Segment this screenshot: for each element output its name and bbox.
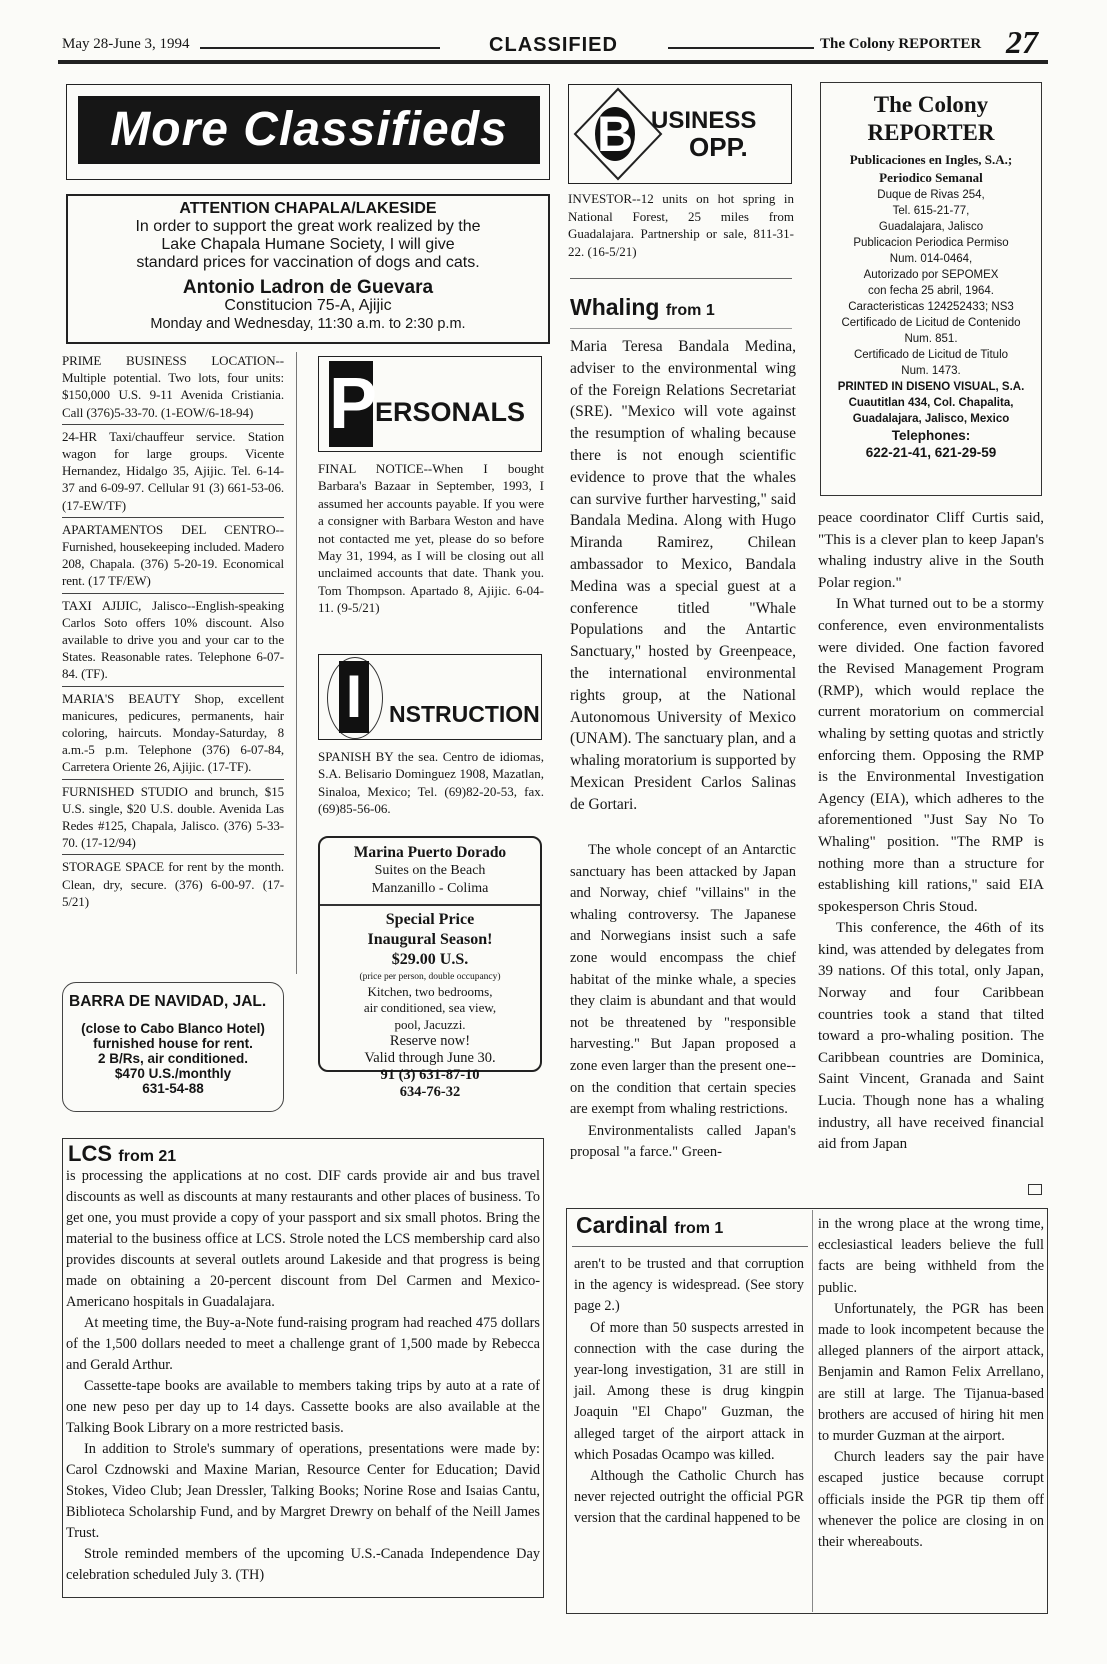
masthead-line: Num. 1473. (901, 365, 961, 377)
cardinal-jump: from 1 (674, 1220, 724, 1237)
whaling-heading (570, 294, 715, 321)
lcs-paragraph: In addition to Strole's summary of operations, presentations were made by: Carol Czdnowski and Maxine Marian, Resource Center for Education; David Stokes, Video Club; Jean Dressler, Talking Books; Norine Rose and Isaias Cantu, Biblioteca Scholarship Fund, and by Margret Drewry on behalf of the Neill James Trust. (66, 1441, 540, 1541)
whaling-col1b (570, 840, 796, 1164)
attention-ad-title: ATTENTION CHAPALA/LAKESIDE (179, 200, 437, 217)
cardinal-paragraph: Unfortunately, the PGR has been made to look incompetent because the alleged planners of the airport attack, Benjamin and Ramon Felix Arrellano, are still at large. The Tijanua-based brothers are accused of hiring hit men to murder Guzman at the airport. (818, 1300, 1044, 1445)
cardinal-paragraph: aren't to be trusted and that corruption in the agency is widespread. (See story page 2.) (574, 1256, 804, 1315)
marina-ad-special: Inaugural Season! (367, 930, 493, 948)
classified-item: 24-HR Taxi/chauffeur service. Station wagon for large groups. Vicente Hernandez, Hidalgo 35, Ajijic. Tel. 6-14-37 and 6-09-97. Cellular 91 (3) 661-53-06. (17-EW/TF) (62, 428, 284, 513)
business-word: USINESS (651, 107, 757, 134)
barra-ad-line: (close to Cabo Blanco Hotel) (81, 1021, 265, 1036)
column-rule (296, 352, 297, 974)
cardinal-paragraph: Of more than 50 suspects arrested in connection with the case during the year-long investigation, 31 are still in jail. Among these is drug kingpin Joaquin "El Chapo" Guzman, the alleged target of the airport attack in which Posadas Ocampo was killed. (574, 1319, 804, 1463)
whaling-col2 (818, 508, 1044, 1156)
instruction-text: SPANISH BY the sea. Centro de idiomas, S.A. Belisario Dominguez 1908, Mazatlan, Sinaloa, Mexico; Tel. (69)82-20-53, fax.(69)85-56-06. (318, 749, 544, 817)
personals-word: ERSONALS (375, 397, 526, 427)
cardinal-rule (572, 1246, 808, 1247)
marina-ad-line: Suites on the Beach (374, 863, 486, 878)
whaling-jump: from 1 (665, 302, 715, 319)
instruction-word: NSTRUCTION (389, 701, 540, 727)
marina-ad-phone: 634-76-32 (399, 1084, 461, 1100)
classified-item: PRIME BUSINESS LOCATION-- Multiple potential. Two lots, four units: $150,000 U.S. 9-11 Avenida Cristiania. Call (376)5-33-70. (1-EOW/6-18-94) (62, 353, 284, 420)
whaling-paragraph: This conference, the 46th of its kind, was attended by delegates from 39 nations. Of this total, only Japan, Norway and four Caribbean countries took a stand that tilted toward a pro-whaling position. The Caribbean countries are Dominica, Saint Vincent, Granada and Saint Lucia. Though none has a whaling industry, all have received financial aid from Japan (818, 920, 1044, 1153)
classified-divider (62, 686, 284, 687)
cardinal-heading (576, 1212, 723, 1239)
marina-ad-name: Marina Puerto Dorado (353, 844, 507, 861)
masthead-phones: 622-21-41, 621-29-59 (865, 445, 997, 460)
section-title: CLASSIFIED (489, 34, 618, 56)
classified-divider (62, 517, 284, 518)
attention-ad-address: Constitucion 75-A, Ajijic (224, 297, 392, 314)
marina-ad-note: (price per person, double occupancy) (359, 971, 501, 982)
cardinal-paragraph: Church leaders say the pair have escaped justice because corrupt officials inside the PGR tip them off whenever the police are closing in on their whereabouts. (818, 1449, 1044, 1551)
attention-ad-line: standard prices for vaccination of dogs and cats. (136, 254, 480, 271)
attention-ad-name: Antonio Ladron de Guevara (182, 277, 434, 298)
barra-ad-line: furnished house for rent. (93, 1036, 253, 1051)
marina-ad-feature: Kitchen, two bedrooms, (367, 983, 493, 999)
masthead-line: Autorizado por SEPOMEX (863, 269, 999, 281)
masthead-line: Guadalajara, Jalisco, Mexico (852, 413, 1010, 425)
lcs-heading (68, 1140, 176, 1167)
personals-heading (318, 356, 542, 452)
cardinal-title: Cardinal (576, 1212, 669, 1238)
marina-ad-special: Special Price (385, 910, 475, 928)
lcs-body (66, 1166, 540, 1586)
more-classifieds-banner: More Classifieds (78, 96, 540, 164)
personals-letter: P (329, 361, 373, 447)
whaling-title: Whaling (570, 294, 660, 320)
cardinal-paragraph: Although the Catholic Church has never rejected outright the official PGR version that the cardinal happened to be (574, 1468, 804, 1527)
whaling-paragraph: peace coordinator Cliff Curtis said, "This is a clever plan to keep Japan's whaling industry alive in the South Polar region." (818, 510, 1044, 591)
lcs-jump: from 21 (118, 1148, 177, 1165)
masthead-line: Num. 851. (904, 333, 958, 345)
attention-ad (66, 194, 550, 344)
lcs-paragraph: Cassette-tape books are available to members taking trips by auto at a rate of one new peso per day up to 14 days. Cassette books are also available at the Talking Book Library on a more restricted basis. (66, 1378, 540, 1436)
classified-item: FURNISHED STUDIO and brunch, $15 U.S. single, $20 U.S. double. Avenida Las Redes #125, Chapala, Jalisco. (376) 5-33-70. (17-12/94) (62, 783, 284, 851)
masthead-line: Certificado de Licitud de Contenido (841, 317, 1021, 329)
cardinal-column-rule (812, 1210, 813, 1612)
marina-ad-phone: 91 (3) 631-87-10 (380, 1067, 480, 1083)
lcs-paragraph: is processing the applications at no cost. DIF cards provide air and bus travel discounts as well as discounts at many restaurants and other places of business. To get one, you must provide a copy of your passport and six small photos. Bring the material to the business office at LCS. Strole noted the LCS membership card also provides discounts at several outlets around Lakeside and that progress is being made on obtaining a 20-percent discount from Del Carmen and Mexico-Americano hospitals in Guadalajara. (66, 1168, 540, 1310)
end-mark-icon (1028, 1184, 1042, 1195)
whaling-col1 (570, 336, 796, 816)
classified-divider (62, 854, 284, 855)
masthead-line: Tel. 615-21-77, (892, 205, 970, 217)
classified-item: TAXI AJIJIC, Jalisco--English-speaking Carlos Soto offers 10% discount. Also available to drive you and your car to the States. Reasonable rates. Telephone 6-07-84. (TF). (62, 597, 284, 682)
masthead (820, 82, 1042, 496)
masthead-line: Periodico Semanal (879, 170, 983, 185)
masthead-name: REPORTER (867, 120, 995, 145)
barra-ad-line: 2 B/Rs, air conditioned. (97, 1051, 249, 1066)
attention-ad-line: In order to support the great work realized by the (135, 218, 481, 235)
whaling-paragraph: In What turned out to be a stormy conference, even environmentalists were divided. One faction favored the Revised Management Program (RMP), which would replace the current moratorium on commercial whaling by setting quotas and strictly enforcing them. Opposing the RMP is the Environmental Investigation Agency (EIA), which adheres to the aforementioned "Just Say No To Whaling" position. "The RMP is nothing more than a structure for establishing kill rations," said EIA spokesperson Chris Stoud. (818, 596, 1044, 915)
classified-item: MARIA'S BEAUTY Shop, excellent manicures, pedicures, permanents, hair coloring, haircuts. Monday-Saturday, 8 a.m.-5 p.m. Telephone (376) 6-07-84, Carretera Oriente 26, Ajijic. (17-TF). (62, 690, 284, 775)
business-opp-heading (568, 84, 792, 184)
classified-divider (62, 424, 284, 425)
masthead-line: Caracteristicas 124252433; NS3 (848, 301, 1014, 313)
marina-ad-feature: pool, Jacuzzi. (394, 1016, 466, 1032)
business-word: OPP. (689, 132, 748, 162)
classified-item: STORAGE SPACE for rent by the month. Clean, dry, secure. (376) 6-00-97. (17-5/21) (62, 859, 284, 909)
masthead-line: con fecha 25 abril, 1964. (868, 285, 994, 297)
marina-ad-feature: air conditioned, sea view, (363, 1000, 497, 1015)
whaling-paragraph: Maria Teresa Bandala Medina, adviser to the environmental wing of the Foreign Relations Secretariat (SRE). "Mexico will vote against the resumption of whaling because there is not enough scientific evidence to prove that the whales can survive further harvesting," said Bandala Medina. Along with Hugo Miranda Ramirez, Chilean ambassador to Mexico, Bandala Medina was a special guest at a conference titled "Whale Populations and the Antartic Sanctuary," hosted by Greenpeace, the international environmental rights group, at the National Autonomous University of Mexico (UNAM). The sanctuary plan, and a whaling moratorium is supported by Mexican President Carlos Salinas de Gortari. (570, 338, 796, 813)
marina-ad-line: Manzanillo - Colima (371, 881, 489, 896)
attention-ad-line: Lake Chapala Humane Society, I will give (161, 236, 455, 253)
barra-ad (62, 982, 284, 1112)
masthead-line: Publicacion Periodica Permiso (853, 237, 1009, 249)
marina-ad (318, 836, 542, 1100)
classified-divider (62, 593, 284, 594)
instruction-heading (318, 654, 542, 740)
issue-date: May 28-June 3, 1994 (62, 36, 190, 52)
masthead-line: Duque de Rivas 254, (877, 189, 985, 201)
classified-item: APARTAMENTOS DEL CENTRO-- Furnished, housekeeping included. Madero 208, Chapala. (376) 5-20-19. Economical rent. (17 TF/EW) (62, 521, 284, 589)
whaling-paragraph: Environmentalists called Japan's proposal "a farce." Green- (570, 1122, 796, 1161)
whaling-rule (570, 328, 792, 329)
classified-divider (62, 779, 284, 780)
marina-ad-feature: Reserve now! (389, 1033, 471, 1049)
marina-ad-valid: Valid through June 30. (364, 1050, 496, 1066)
barra-ad-line: $470 U.S./monthly (114, 1066, 232, 1081)
marina-ad-price: $29.00 U.S. (391, 950, 469, 968)
masthead-line: PRINTED IN DISENO VISUAL, S.A. (837, 381, 1025, 393)
marina-ad-divider (320, 904, 540, 906)
page-number: 27 (1006, 24, 1038, 60)
header-rule-right (668, 47, 814, 49)
header-rule-bottom (58, 60, 1048, 64)
masthead-line: Cuautitlan 434, Col. Chapalita, (848, 397, 1014, 409)
masthead-name: The Colony (873, 92, 989, 117)
masthead-line: Num. 014-0464, (889, 253, 973, 265)
business-text: INVESTOR--12 units on hot spring in National Forest, 25 miles from Guadalajara. Partnership or sale, 811-31-22. (16-5/21) (568, 191, 794, 259)
lcs-title: LCS (68, 1141, 112, 1166)
business-divider (570, 278, 792, 279)
lcs-paragraph: Strole reminded members of the upcoming U.S.-Canada Independence Day celebration scheduled July 3. (TH) (66, 1546, 540, 1583)
whaling-paragraph: The whole concept of an Antarctic sanctuary has been attacked by Japan and Norway, chief "villains" in the whaling controversy. The Japanese and Norwegians insist such a safe zone would encompass the chief habitat of the minke whale, a species they claim is abundant and that would not be threatened by "responsible harvesting." But Japan proposed a zone even larger than the present one--on the condition that certain species are exempt from whaling restrictions. (570, 842, 796, 1118)
masthead-line: Guadalajara, Jalisco (878, 221, 984, 233)
barra-ad-phone: 631-54-88 (142, 1081, 204, 1096)
instruction-letter: I (339, 661, 369, 733)
masthead-line: Telephones: (891, 428, 971, 443)
cardinal-paragraph: in the wrong place at the wrong time, ecclesiastical leaders believe the full facts are being withheld from the public. (818, 1216, 1044, 1296)
attention-ad-hours: Monday and Wednesday, 11:30 a.m. to 2:30 p.m. (150, 316, 466, 332)
masthead-line: Certificado de Licitud de Titulo (853, 349, 1009, 361)
personals-text: FINAL NOTICE--When I bought Barbara's Bazaar in September, 1993, I assumed her accounts payable. If you were a consigner with Barbara Weston and have not contacted me yet, please do so before May 31, 1994, as I will be closing out all unclaimed accounts that date. Thank you. Tom Thompson. Apartado 8, Ajijic. 6-04-11. (9-5/21) (318, 461, 544, 616)
barra-ad-title: BARRA DE NAVIDAD, JAL. (69, 993, 267, 1010)
cardinal-col1 (574, 1254, 804, 1530)
business-letter: B (596, 106, 634, 162)
paper-name: The Colony REPORTER (820, 36, 982, 52)
lcs-paragraph: At meeting time, the Buy-a-Note fund-raising program had reached 475 dollars of the 1,500 dollars needed to meet a challenge grant of 1,500 made by Rebecca and Gerald Arthur. (66, 1315, 540, 1373)
header-rule-left (200, 47, 440, 49)
masthead-line: Publicaciones en Ingles, S.A.; (849, 152, 1013, 167)
cardinal-col2 (818, 1214, 1044, 1553)
classifieds-column (62, 352, 284, 910)
